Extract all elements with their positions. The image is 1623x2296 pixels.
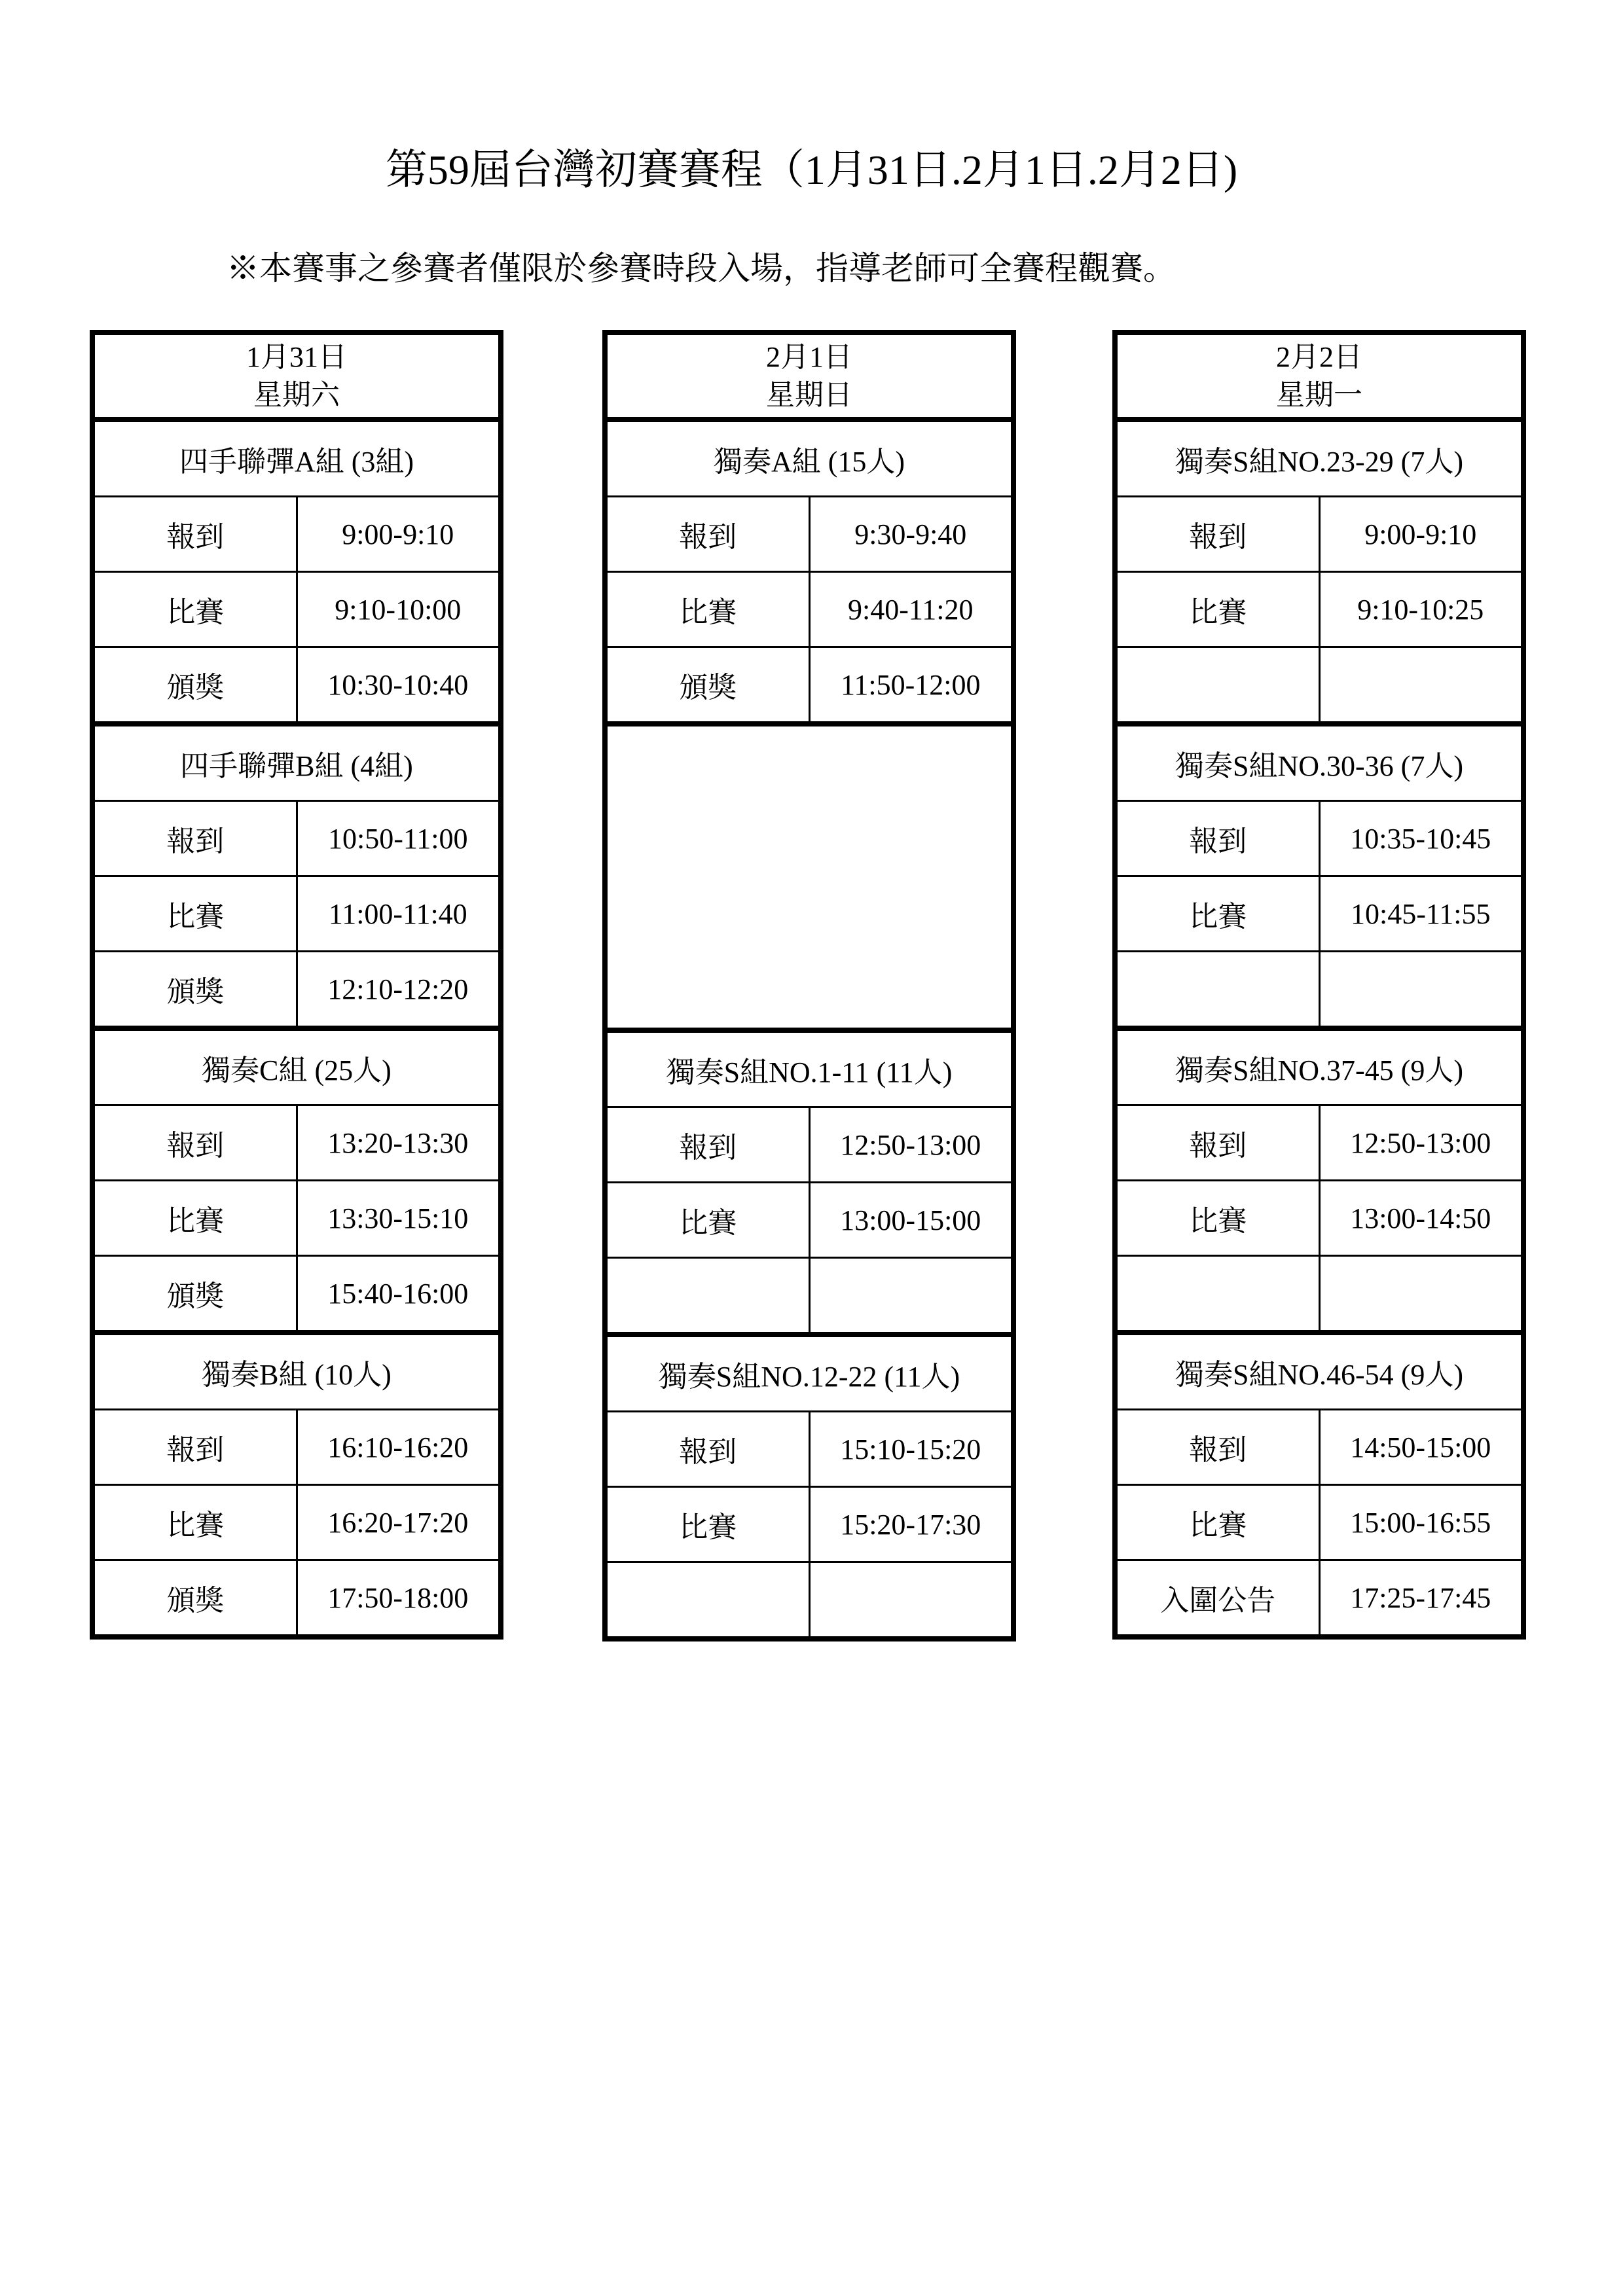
day-date: 1月31日 xyxy=(246,340,347,373)
row-label: 頒獎 xyxy=(92,952,297,1029)
row-time: 12:10-12:20 xyxy=(297,952,501,1029)
row-time: 17:25-17:45 xyxy=(1319,1560,1523,1638)
day-date: 2月2日 xyxy=(1276,340,1362,373)
empty-slot xyxy=(605,724,1013,1030)
row-label: 比賽 xyxy=(1115,1485,1319,1560)
row-time: 9:00-9:10 xyxy=(1319,497,1523,572)
row-label: 比賽 xyxy=(1115,572,1319,647)
row-time xyxy=(1319,1256,1523,1333)
row-time xyxy=(809,1258,1013,1335)
row-time: 9:40-11:20 xyxy=(809,572,1013,647)
row-label: 比賽 xyxy=(92,876,297,952)
row-label: 報到 xyxy=(1115,497,1319,572)
row-label: 入圍公告 xyxy=(1115,1560,1319,1638)
row-time: 10:30-10:40 xyxy=(297,647,501,725)
row-time: 15:40-16:00 xyxy=(297,1256,501,1333)
row-label: 比賽 xyxy=(92,572,297,647)
row-label: 報到 xyxy=(605,1412,809,1487)
day-header xyxy=(605,332,1013,420)
group-title: 獨奏S組NO.30-36 (7人) xyxy=(1115,724,1523,801)
attendance-notice: ※本賽事之參賽者僅限於參賽時段入場，指導老師可全賽程觀賽。 xyxy=(227,250,1176,287)
day-header xyxy=(1115,332,1523,420)
row-label: 比賽 xyxy=(605,1487,809,1562)
row-time xyxy=(1319,647,1523,725)
row-label: 頒獎 xyxy=(92,1256,297,1333)
row-label: 比賽 xyxy=(92,1485,297,1560)
schedule-table-jan31 xyxy=(90,330,503,1640)
day-date: 2月1日 xyxy=(766,340,852,373)
row-label: 比賽 xyxy=(605,572,809,647)
row-label: 報到 xyxy=(1115,801,1319,876)
row-label: 報到 xyxy=(92,497,297,572)
row-time: 10:35-10:45 xyxy=(1319,801,1523,876)
day-header xyxy=(92,332,501,420)
row-label: 頒獎 xyxy=(605,647,809,725)
schedule-table-feb2 xyxy=(1112,330,1526,1640)
row-label: 報到 xyxy=(92,801,297,876)
row-time: 10:45-11:55 xyxy=(1319,876,1523,952)
row-label: 報到 xyxy=(92,1410,297,1485)
row-time: 9:30-9:40 xyxy=(809,497,1013,572)
row-label: 比賽 xyxy=(605,1183,809,1258)
row-time: 15:00-16:55 xyxy=(1319,1485,1523,1560)
row-label: 報到 xyxy=(1115,1105,1319,1181)
row-label xyxy=(605,1562,809,1640)
row-label: 報到 xyxy=(1115,1410,1319,1485)
row-label: 比賽 xyxy=(1115,1181,1319,1256)
row-time: 9:00-9:10 xyxy=(297,497,501,572)
row-label xyxy=(1115,647,1319,725)
group-title: 四手聯彈B組 (4組) xyxy=(92,724,501,801)
schedule-table-feb1 xyxy=(602,330,1016,1641)
page-title: 第59屆台灣初賽賽程（1月31日.2月1日.2月2日) xyxy=(385,147,1238,193)
row-time: 13:20-13:30 xyxy=(297,1105,501,1181)
row-label: 頒獎 xyxy=(92,1560,297,1638)
row-label: 報到 xyxy=(605,497,809,572)
row-label xyxy=(1115,952,1319,1029)
row-label xyxy=(605,1258,809,1335)
row-label: 報到 xyxy=(92,1105,297,1181)
group-title: 獨奏A組 (15人) xyxy=(605,420,1013,497)
row-time: 16:10-16:20 xyxy=(297,1410,501,1485)
row-time: 13:00-15:00 xyxy=(809,1183,1013,1258)
row-time: 14:50-15:00 xyxy=(1319,1410,1523,1485)
row-time: 13:00-14:50 xyxy=(1319,1181,1523,1256)
row-time xyxy=(809,1562,1013,1640)
row-time: 10:50-11:00 xyxy=(297,801,501,876)
group-title: 獨奏S組NO.46-54 (9人) xyxy=(1115,1333,1523,1410)
group-title: 獨奏S組NO.1-11 (11人) xyxy=(605,1030,1013,1107)
group-title: 獨奏B組 (10人) xyxy=(92,1333,501,1410)
group-title: 獨奏S組NO.12-22 (11人) xyxy=(605,1335,1013,1412)
row-time: 11:50-12:00 xyxy=(809,647,1013,725)
row-time: 9:10-10:00 xyxy=(297,572,501,647)
row-label: 比賽 xyxy=(92,1181,297,1256)
day-weekday: 星期六 xyxy=(253,378,340,411)
row-time: 17:50-18:00 xyxy=(297,1560,501,1638)
day-weekday: 星期一 xyxy=(1276,378,1362,411)
row-time: 9:10-10:25 xyxy=(1319,572,1523,647)
row-label: 比賽 xyxy=(1115,876,1319,952)
row-time: 12:50-13:00 xyxy=(809,1107,1013,1183)
group-title: 獨奏S組NO.23-29 (7人) xyxy=(1115,420,1523,497)
group-title: 四手聯彈A組 (3組) xyxy=(92,420,501,497)
group-title: 獨奏S組NO.37-45 (9人) xyxy=(1115,1028,1523,1105)
row-time: 12:50-13:00 xyxy=(1319,1105,1523,1181)
group-title: 獨奏C組 (25人) xyxy=(92,1028,501,1105)
day-weekday: 星期日 xyxy=(766,378,852,411)
row-label: 頒獎 xyxy=(92,647,297,725)
row-time: 11:00-11:40 xyxy=(297,876,501,952)
row-time: 13:30-15:10 xyxy=(297,1181,501,1256)
row-time: 15:20-17:30 xyxy=(809,1487,1013,1562)
row-label xyxy=(1115,1256,1319,1333)
row-time: 15:10-15:20 xyxy=(809,1412,1013,1487)
row-label: 報到 xyxy=(605,1107,809,1183)
row-time xyxy=(1319,952,1523,1029)
row-time: 16:20-17:20 xyxy=(297,1485,501,1560)
